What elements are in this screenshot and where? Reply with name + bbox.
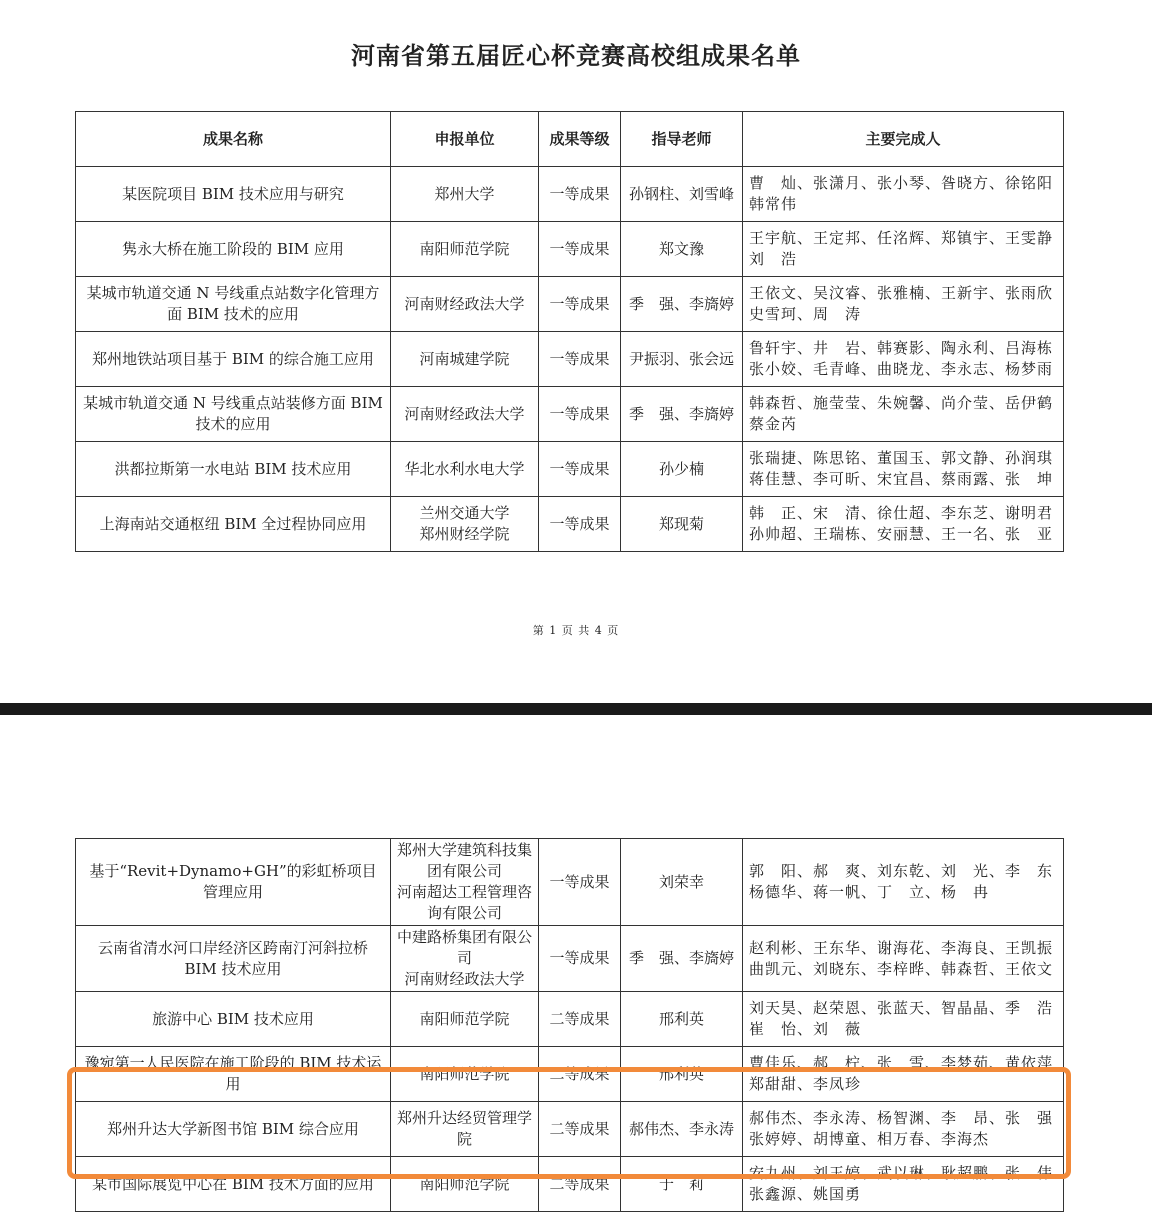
table-row	[76, 442, 1064, 497]
table-row	[76, 332, 1064, 387]
table-row	[76, 277, 1064, 332]
header-name: 成果名称	[76, 112, 391, 167]
level-cell: 一等成果	[539, 926, 621, 992]
unit-cell: 郑州大学建筑科技集团有限公司 河南超达工程管理咨询有限公司	[391, 839, 539, 926]
table-row	[76, 1047, 1064, 1102]
table-row	[76, 167, 1064, 222]
level-cell: 一等成果	[539, 222, 621, 277]
unit-cell: 南阳师范学院	[391, 992, 539, 1047]
level-cell: 二等成果	[539, 1047, 621, 1102]
achievement-name-cell: 隽永大桥在施工阶段的 BIM 应用	[76, 222, 391, 277]
advisor-cell: 孙少楠	[621, 442, 743, 497]
table-row	[76, 222, 1064, 277]
level-cell: 二等成果	[539, 992, 621, 1047]
achievement-name-cell: 上海南站交通枢纽 BIM 全过程协同应用	[76, 497, 391, 552]
achievement-name-cell: 基于“Revit+Dynamo+GH”的彩虹桥项目管理应用	[76, 839, 391, 926]
achievement-name-cell: 豫宛第一人民医院在施工阶段的 BIM 技术运用	[76, 1047, 391, 1102]
table-body-page-2	[76, 839, 1064, 1212]
advisor-cell: 邢利英	[621, 1047, 743, 1102]
level-cell: 二等成果	[539, 1157, 621, 1212]
members-cell: 曹 灿、张潇月、张小琴、昝晓方、徐铭阳 韩常伟	[743, 167, 1064, 222]
unit-cell: 河南财经政法大学	[391, 277, 539, 332]
unit-cell: 南阳师范学院	[391, 1047, 539, 1102]
table-row	[76, 839, 1064, 926]
members-cell: 韩森哲、施莹莹、朱婉馨、尚介莹、岳伊鹤 蔡金芮	[743, 387, 1064, 442]
table-row	[76, 1102, 1064, 1157]
members-cell: 曹佳乐、郝 柠、张 雪、李梦茹、黄依萍 郑甜甜、李凤珍	[743, 1047, 1064, 1102]
page-divider	[0, 703, 1152, 715]
advisor-cell: 刘荣幸	[621, 839, 743, 926]
achievement-name-cell: 郑州升达大学新图书馆 BIM 综合应用	[76, 1102, 391, 1157]
table-body-page-1	[76, 167, 1064, 552]
table-row	[76, 926, 1064, 992]
level-cell: 二等成果	[539, 1102, 621, 1157]
level-cell: 一等成果	[539, 277, 621, 332]
level-cell: 一等成果	[539, 167, 621, 222]
table-row	[76, 1157, 1064, 1212]
header-people: 主要完成人	[743, 112, 1064, 167]
advisor-cell: 孙钢柱、刘雪峰	[621, 167, 743, 222]
achievement-name-cell: 某城市轨道交通 N 号线重点站装修方面 BIM 技术的应用	[76, 387, 391, 442]
unit-cell: 华北水利水电大学	[391, 442, 539, 497]
unit-cell: 河南城建学院	[391, 332, 539, 387]
achievement-name-cell: 某城市轨道交通 N 号线重点站数字化管理方面 BIM 技术的应用	[76, 277, 391, 332]
table-row	[76, 992, 1064, 1047]
members-cell: 赵利彬、王东华、谢海花、李海良、王凯振 曲凯元、刘晓东、李梓晔、韩森哲、王依文	[743, 926, 1064, 992]
members-cell: 郭 阳、郝 爽、刘东乾、刘 光、李 东 杨德华、蒋一帆、丁 立、杨 冉	[743, 839, 1064, 926]
members-cell: 郝伟杰、李永涛、杨智渊、李 昂、张 强 张婷婷、胡博童、相万春、李海杰	[743, 1102, 1064, 1157]
unit-cell: 兰州交通大学 郑州财经学院	[391, 497, 539, 552]
advisor-cell: 郑现菊	[621, 497, 743, 552]
advisor-cell: 季 强、李旖婷	[621, 387, 743, 442]
achievement-name-cell: 某市国际展览中心在 BIM 技术方面的应用	[76, 1157, 391, 1212]
advisor-cell: 邢利英	[621, 992, 743, 1047]
advisor-cell: 季 强、李旖婷	[621, 277, 743, 332]
results-table-page-1	[75, 111, 1064, 552]
level-cell: 一等成果	[539, 387, 621, 442]
members-cell: 鲁轩宇、井 岩、韩赛影、陶永利、吕海栋 张小姣、毛青峰、曲晓龙、李永志、杨梦雨	[743, 332, 1064, 387]
advisor-cell: 季 强、李旖婷	[621, 926, 743, 992]
members-cell: 韩 正、宋 清、徐仕超、李东芝、谢明君 孙帅超、王瑞栋、安丽慧、王一名、张 亚	[743, 497, 1064, 552]
achievement-name-cell: 云南省清水河口岸经济区跨南汀河斜拉桥 BIM 技术应用	[76, 926, 391, 992]
members-cell: 张瑞捷、陈思铭、董国玉、郭文静、孙润琪 蒋佳慧、李可昕、宋宜昌、蔡雨露、张 坤	[743, 442, 1064, 497]
unit-cell: 郑州升达经贸管理学院	[391, 1102, 539, 1157]
level-cell: 一等成果	[539, 442, 621, 497]
advisor-cell: 尹振羽、张会远	[621, 332, 743, 387]
achievement-name-cell: 洪都拉斯第一水电站 BIM 技术应用	[76, 442, 391, 497]
achievement-name-cell: 某医院项目 BIM 技术应用与研究	[76, 167, 391, 222]
page-footer: 第 1 页 共 4 页	[532, 624, 620, 637]
unit-cell: 中建路桥集团有限公司 河南财经政法大学	[391, 926, 539, 992]
members-cell: 安九州、刘玉婷、武以琳、耿超鹏、张 伟 张鑫源、姚国勇	[743, 1157, 1064, 1212]
advisor-cell: 郑文豫	[621, 222, 743, 277]
unit-cell: 郑州大学	[391, 167, 539, 222]
members-cell: 王宇航、王定邦、任洺辉、郑镇宇、王雯静 刘 浩	[743, 222, 1064, 277]
achievement-name-cell: 旅游中心 BIM 技术应用	[76, 992, 391, 1047]
table-row	[76, 387, 1064, 442]
advisor-cell: 郝伟杰、李永涛	[621, 1102, 743, 1157]
results-table-page-2	[75, 838, 1064, 1212]
header-level: 成果等级	[539, 112, 621, 167]
level-cell: 一等成果	[539, 839, 621, 926]
level-cell: 一等成果	[539, 497, 621, 552]
unit-cell: 南阳师范学院	[391, 222, 539, 277]
members-cell: 王依文、吴汶睿、张雅楠、王新宇、张雨欣 史雪珂、周 涛	[743, 277, 1064, 332]
unit-cell: 河南财经政法大学	[391, 387, 539, 442]
table-header-row	[76, 112, 1064, 167]
document-title: 河南省第五届匠心杯竞赛高校组成果名单	[351, 42, 801, 70]
level-cell: 一等成果	[539, 332, 621, 387]
members-cell: 刘天昊、赵荣恩、张蓝天、智晶晶、季 浩 崔 怡、刘 薇	[743, 992, 1064, 1047]
header-advisor: 指导老师	[621, 112, 743, 167]
advisor-cell: 于 莉	[621, 1157, 743, 1212]
table-row	[76, 497, 1064, 552]
header-unit: 申报单位	[391, 112, 539, 167]
achievement-name-cell: 郑州地铁站项目基于 BIM 的综合施工应用	[76, 332, 391, 387]
unit-cell: 南阳师范学院	[391, 1157, 539, 1212]
